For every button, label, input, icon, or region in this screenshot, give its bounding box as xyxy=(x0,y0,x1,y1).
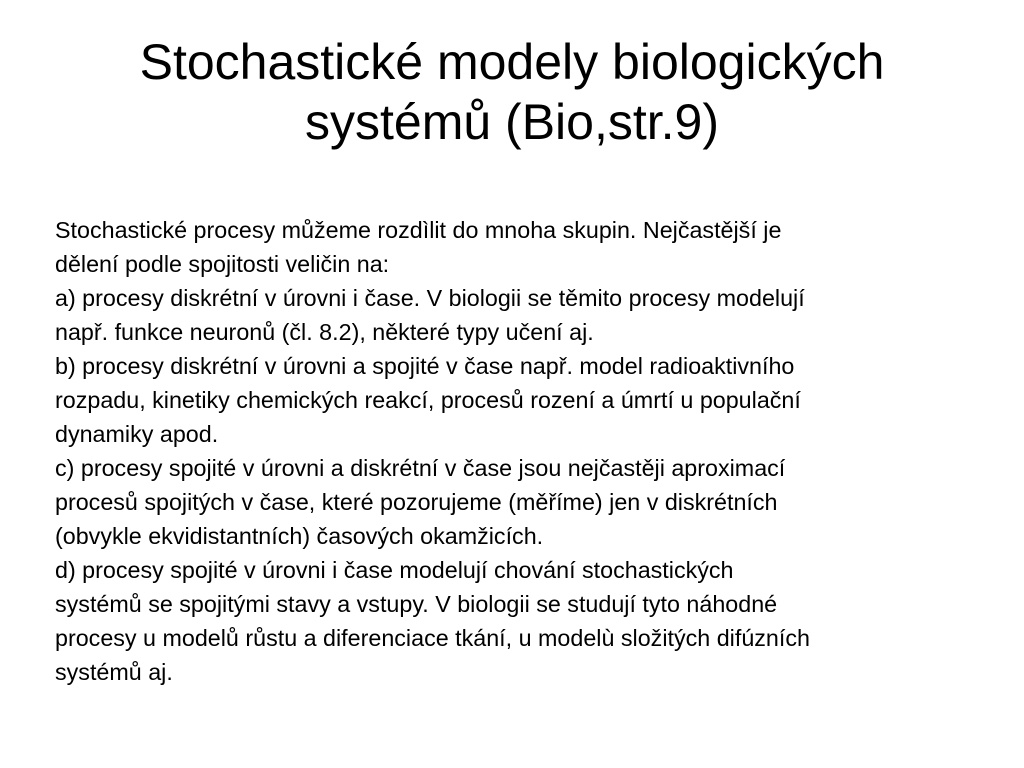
text-line: (obvykle ekvidistantních) časových okamžicích. xyxy=(55,523,544,549)
paragraph-item-a xyxy=(55,281,995,349)
title-line-1: Stochastické modely biologických xyxy=(139,34,885,90)
paragraph-item-d xyxy=(55,553,995,689)
text-line: Stochastické procesy můžeme rozdìlit do mnoha skupin. Nejčastější je xyxy=(55,217,782,243)
text-line: dynamiky apod. xyxy=(55,421,219,447)
text-line: systémů aj. xyxy=(55,659,173,685)
text-line: procesy u modelů růstu a diferenciace tkání, u modelù složitých difúzních xyxy=(55,625,810,651)
text-line: rozpadu, kinetiky chemických reakcí, procesů rození a úmrtí u populační xyxy=(55,387,801,413)
paragraph-intro xyxy=(55,213,995,281)
text-line: procesů spojitých v čase, které pozorujeme (měříme) jen v diskrétních xyxy=(55,489,778,515)
text-line: dělení podle spojitosti veličin na: xyxy=(55,251,390,277)
title-line-2: systémů (Bio,str.9) xyxy=(305,94,719,150)
slide-body xyxy=(55,213,995,689)
paragraph-item-c xyxy=(55,451,995,553)
text-line: např. funkce neuronů (čl. 8.2), některé typy učení aj. xyxy=(55,319,594,345)
text-line: d) procesy spojité v úrovni i čase modelují chování stochastických xyxy=(55,557,734,583)
text-line: c) procesy spojité v úrovni a diskrétní v čase jsou nejčastěji aproximací xyxy=(55,455,786,481)
text-line: systémů se spojitými stavy a vstupy. V biologii se studují tyto náhodné xyxy=(55,591,778,617)
text-line: b) procesy diskrétní v úrovni a spojité v čase např. model radioaktivního xyxy=(55,353,795,379)
slide-title xyxy=(40,32,984,152)
paragraph-item-b xyxy=(55,349,995,451)
text-line: a) procesy diskrétní v úrovni i čase. V biologii se těmito procesy modelují xyxy=(55,285,805,311)
